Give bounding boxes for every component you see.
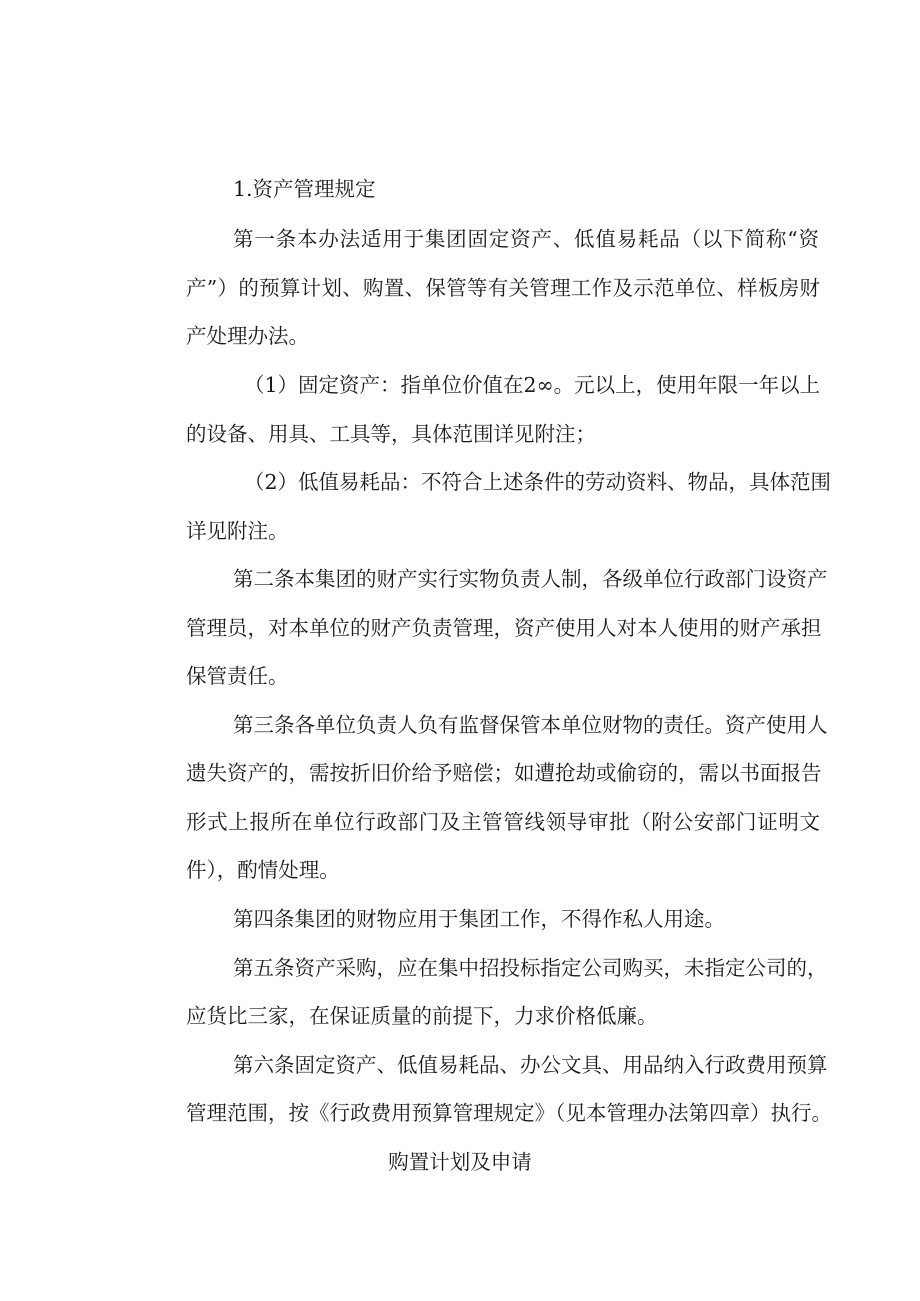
paragraph-line: 管理范围，按《行政费用预算管理规定》（见本管理办法第四章）执行。 (186, 1101, 832, 1125)
paragraph-line: 第五条资产采购，应在集中招投标指定公司购买，未指定公司的， (233, 956, 828, 980)
paragraph-line: 的设备、用具、工具等，具体范围详见附注； (186, 422, 596, 446)
paragraph-line: 件），酌情处理。 (186, 858, 340, 882)
paragraph-line: 产”）的预算计划、购置、保管等有关管理工作及示范单位、样板房财 (186, 276, 820, 300)
paragraph-line: 第一条本办法适用于集团固定资产、低值易耗品（以下简称“资 (233, 227, 819, 251)
paragraph-line: 管理员，对本单位的财产负责管理，资产使用人对本人使用的财产承担 (186, 616, 822, 640)
paragraph-line: （2）低值易耗品：不符合上述条件的劳动资料、物品，具体范围 (244, 470, 832, 494)
paragraph-line: 形式上报所在单位行政部门及主管管线领导审批（附公安部门证明文 (186, 810, 820, 834)
paragraph-line: 应货比三家，在保证质量的前提下，力求价格低廉。 (186, 1004, 658, 1028)
paragraph-line: （1）固定资产：指单位价值在2∞。元以上，使用年限一年以上 (244, 373, 821, 397)
section-title: 购置计划及申请 (388, 1150, 532, 1174)
paragraph-line: 第三条各单位负责人负有监督保管本单位财物的责任。资产使用人 (233, 713, 828, 737)
paragraph-line: 产处理办法。 (186, 324, 309, 348)
paragraph-line: 第四条集团的财物应用于集团工作，不得作私人用途。 (233, 907, 725, 931)
paragraph-line: 第六条固定资产、低值易耗品、办公文具、用品纳入行政费用预算 (233, 1053, 828, 1077)
section-heading: 1.资产管理规定 (233, 177, 376, 201)
paragraph-line: 详见附注。 (186, 519, 289, 543)
paragraph-line: 保管责任。 (186, 664, 289, 688)
paragraph-line: 第二条本集团的财产实行实物负责人制，各级单位行政部门设资产 (233, 567, 828, 591)
paragraph-line: 遗失资产的，需按折旧价给予赔偿；如遭抢劫或偷窃的，需以书面报告 (186, 761, 822, 785)
